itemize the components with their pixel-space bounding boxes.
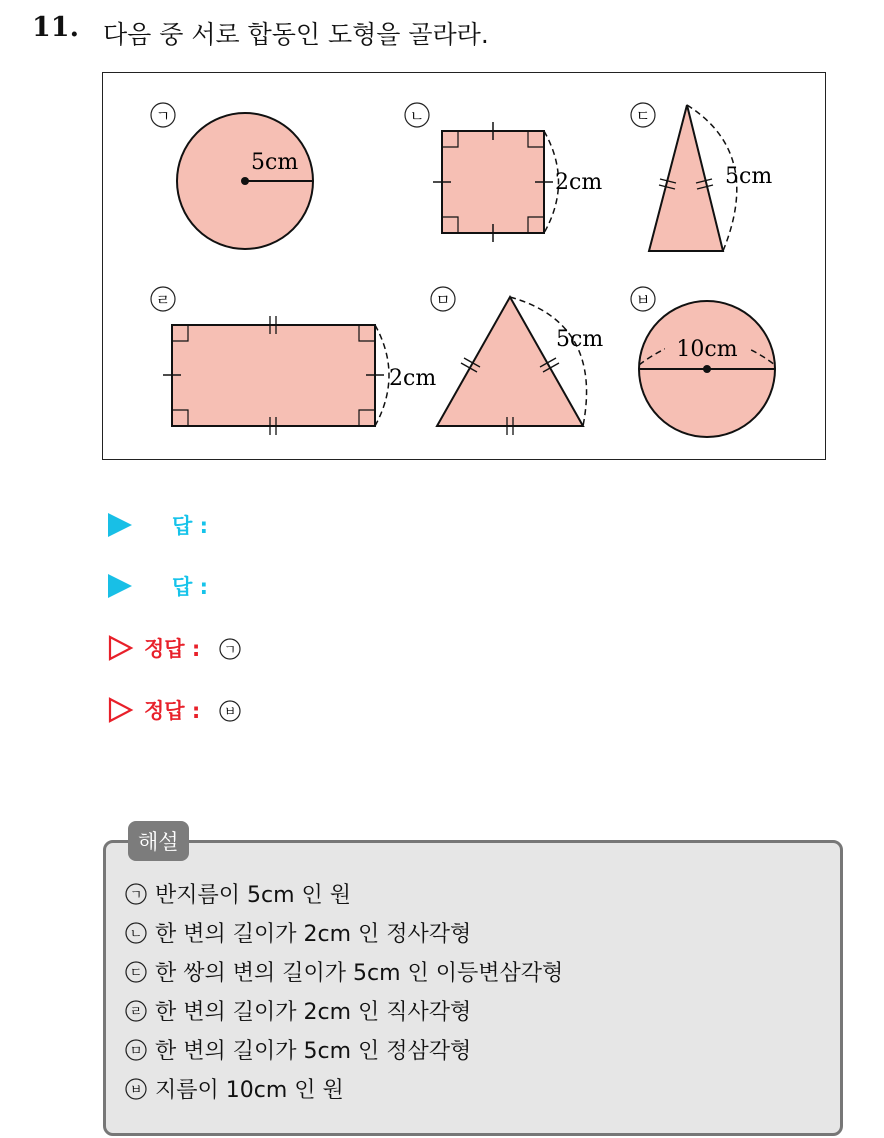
figure-b-label: ㄴ [409,107,425,125]
svg-text:ㄴ: ㄴ [129,927,143,942]
question-text: 다음 중 서로 합동인 도형을 골라라. [103,20,489,49]
correct-value [218,697,242,723]
correct-label: 정답 : [144,637,201,661]
correct-value [218,635,242,661]
svg-text:ㅂ: ㅂ [224,704,237,720]
explanation-title: 해설 [128,821,189,861]
correct-row-1 [108,633,242,663]
question-number: 11. [32,12,79,43]
explanation-lines [124,876,563,1110]
svg-text:ㅂ: ㅂ [129,1083,143,1098]
explanation-line: ㄷ 한 쌍의 변의 길이가 5cm 인 이등변삼각형 [124,954,563,993]
hollow-triangle-icon [108,635,134,661]
figure-e [431,287,603,435]
figure-e-label: ㅁ [435,291,451,309]
figure-b-annotation: 2cm [555,170,603,195]
play-icon [108,513,132,537]
svg-text:ㄱ: ㄱ [129,888,143,903]
answer-label: 답 : [172,514,208,538]
hollow-triangle-icon [108,697,134,723]
figure-c-label: ㄷ [635,107,651,125]
svg-text:ㅁ: ㅁ [129,1044,143,1059]
explanation-line: ㄹ 한 변의 길이가 2cm 인 직사각형 [124,993,563,1032]
answer-label: 답 : [172,575,208,599]
figure-a-label: ㄱ [155,107,171,125]
figure-box [102,72,826,460]
play-icon [108,574,132,598]
figure-f [631,287,775,437]
explanation-line: ㄱ 반지름이 5cm 인 원 [124,876,563,915]
explanation-line: ㄴ 한 변의 길이가 2cm 인 정사각형 [124,915,563,954]
figure-c [631,103,772,251]
correct-row-2 [108,695,242,725]
figure-f-label: ㅂ [635,291,651,309]
figure-e-annotation: 5cm [556,327,604,352]
figure-b [405,103,602,242]
figure-d-annotation: 2cm [389,366,437,391]
figures-svg [103,73,827,461]
figure-d-label: ㄹ [155,291,171,309]
svg-text:ㄹ: ㄹ [129,1005,143,1020]
correct-label: 정답 : [144,699,201,723]
answer-row-1 [108,510,208,540]
svg-text:ㄷ: ㄷ [129,966,143,981]
explanation-line: ㅂ 지름이 10cm 인 원 [124,1071,563,1110]
figure-a-annotation: 5cm [251,150,299,175]
explanation-line: ㅁ 한 변의 길이가 5cm 인 정삼각형 [124,1032,563,1071]
svg-text:ㄱ: ㄱ [224,642,237,658]
figure-f-annotation: 10cm [676,337,738,362]
figure-d [151,287,436,435]
figure-a [151,103,313,249]
figure-c-annotation: 5cm [725,164,773,189]
answer-row-2 [108,571,208,601]
